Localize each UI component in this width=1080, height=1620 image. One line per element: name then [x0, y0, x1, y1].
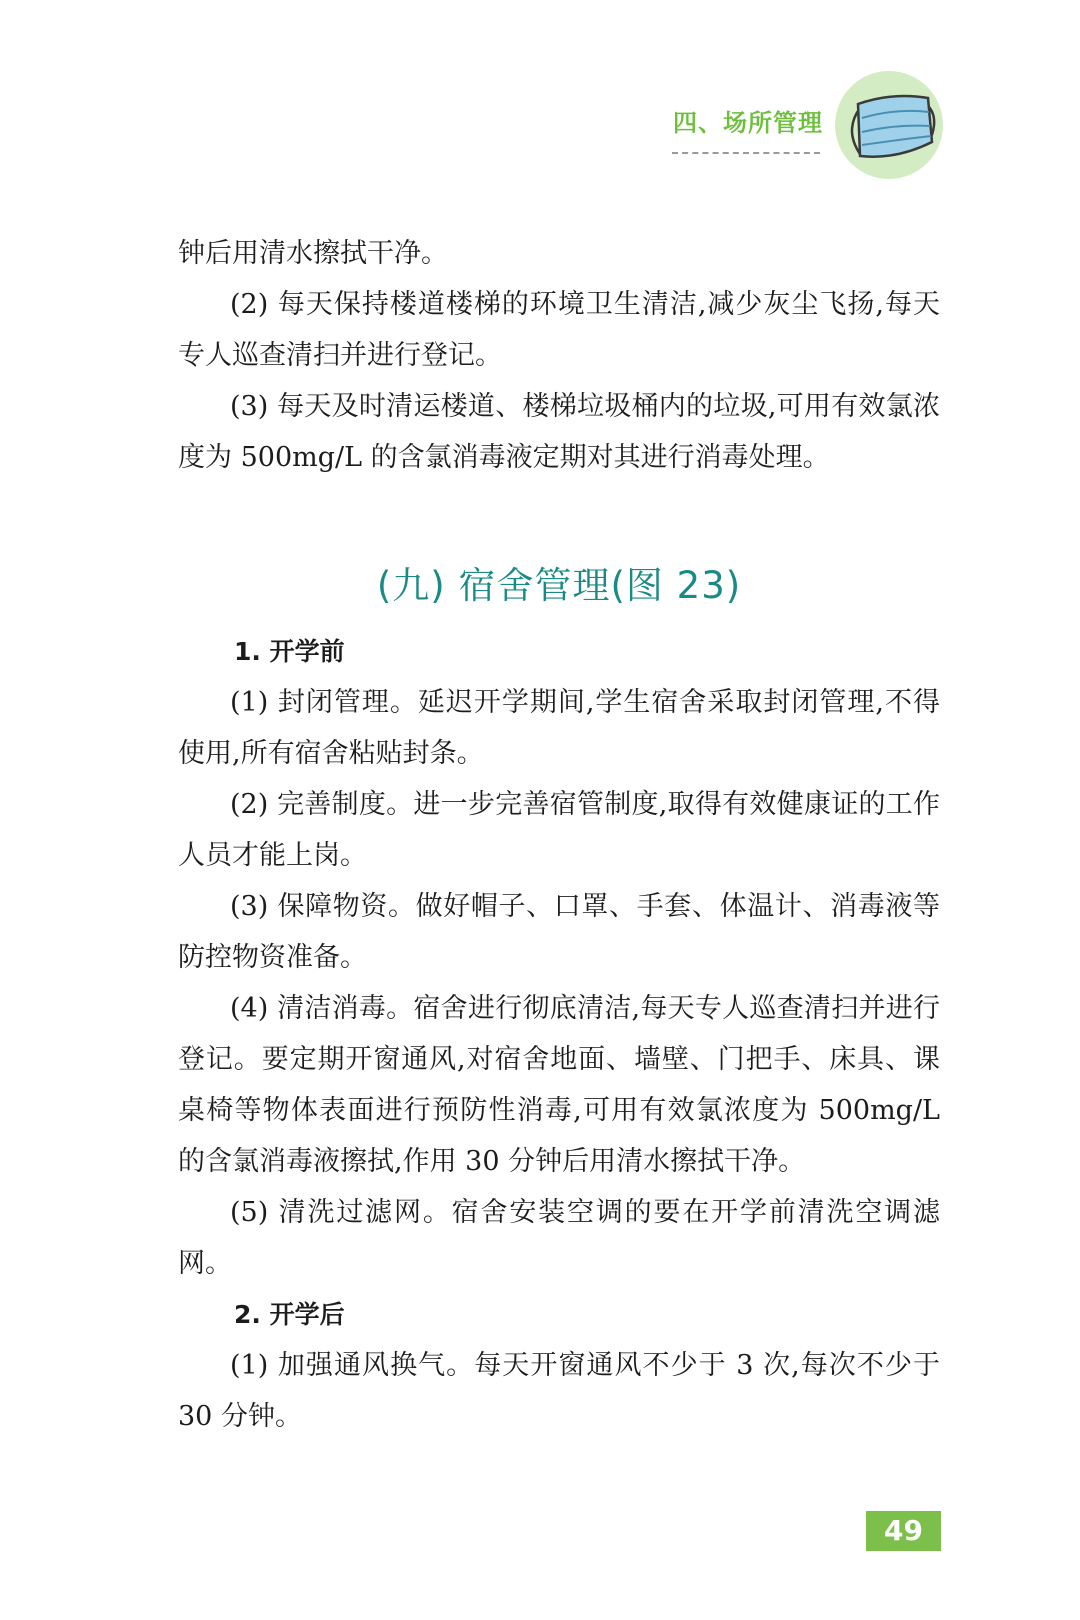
list-item: (1) 封闭管理。延迟开学期间,学生宿舍采取封闭管理,不得使用,所有宿舍粘贴封条。	[178, 687, 940, 769]
section-title: (九) 宿舍管理(图 23)	[376, 564, 742, 607]
paragraph-item-3: (3) 每天及时清运楼道、楼梯垃圾桶内的垃圾,可用有效氯浓度为 500mg/L 的含氯消毒液定期对其进行消毒处理。	[178, 391, 940, 473]
list-item: (4) 清洁消毒。宿舍进行彻底清洁,每天专人巡查清扫并进行登记。要定期开窗通风,对宿舍地面、墙壁、门把手、床具、课桌椅等物体表面进行预防性消毒,可用有效氯浓度为 500mg/L 的含氯消毒液擦拭,作用 30 分钟后用清水擦拭干净。	[178, 993, 940, 1177]
paragraph-item-2: (2) 每天保持楼道楼梯的环境卫生清洁,减少灰尘飞扬,每天专人巡查清扫并进行登记。	[178, 289, 940, 371]
paragraph-continuation: 钟后用清水擦拭干净。	[178, 238, 448, 269]
chapter-title: 四、场所管理	[673, 108, 823, 137]
list-item: (3) 保障物资。做好帽子、口罩、手套、体温计、消毒液等防控物资准备。	[178, 891, 940, 973]
list-item: (5) 清洗过滤网。宿舍安装空调的要在开学前清洗空调滤网。	[178, 1197, 940, 1279]
header-dashed-divider	[672, 152, 820, 154]
subheading-before-school: 1. 开学前	[234, 637, 345, 666]
face-mask-icon	[834, 70, 944, 180]
section-body	[178, 626, 940, 1442]
subheading-after-school: 2. 开学后	[234, 1300, 345, 1329]
top-text-block	[178, 228, 940, 483]
list-item: (1) 加强通风换气。每天开窗通风不少于 3 次,每次不少于 30 分钟。	[178, 1350, 940, 1432]
page-number: 49	[866, 1511, 941, 1551]
list-item: (2) 完善制度。进一步完善宿管制度,取得有效健康证的工作人员才能上岗。	[178, 789, 940, 871]
